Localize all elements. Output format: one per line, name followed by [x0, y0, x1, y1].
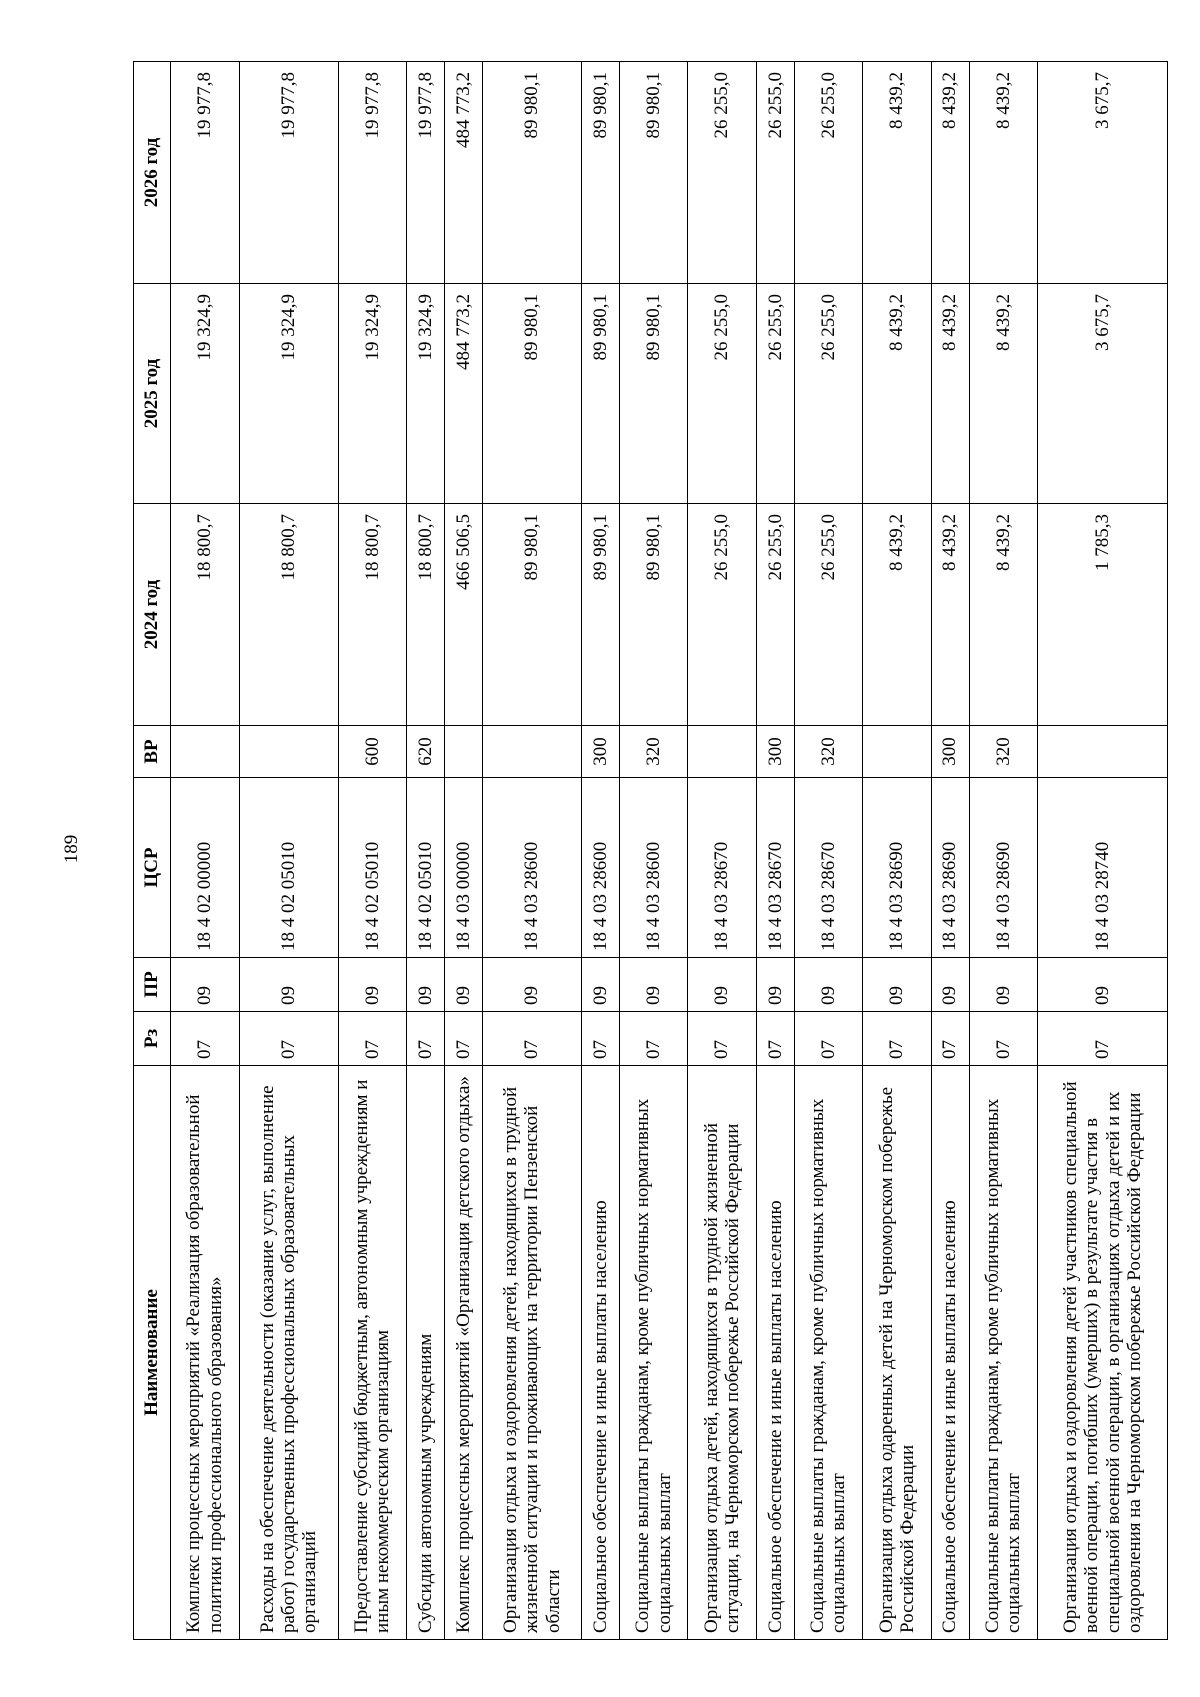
- cell-pr: 09: [582, 958, 620, 1012]
- cell-rz: 07: [619, 1012, 688, 1066]
- cell-name: Социальные выплаты гражданам, кроме публичных нормативных социальных выплат: [619, 1066, 688, 1640]
- cell-vr: [482, 726, 581, 778]
- cell-2026: 89 980,1: [582, 62, 620, 284]
- table-row: [582, 62, 620, 1640]
- table-row: [794, 62, 863, 1640]
- cell-rz: 07: [407, 1012, 445, 1066]
- cell-2024: 18 800,7: [171, 504, 240, 726]
- cell-csr: 18 4 02 05010: [407, 778, 445, 958]
- cell-csr: 18 4 02 00000: [171, 778, 240, 958]
- cell-2025: 484 773,2: [445, 284, 483, 504]
- cell-name: Организация отдыха одаренных детей на Черноморском побережье Российской Федерации: [863, 1066, 932, 1640]
- cell-2025: 8 439,2: [863, 284, 932, 504]
- table-row: [1038, 62, 1168, 1640]
- table-row: [931, 62, 969, 1640]
- cell-2026: 26 255,0: [794, 62, 863, 284]
- cell-2024: 8 439,2: [969, 504, 1038, 726]
- cell-pr: 09: [688, 958, 757, 1012]
- cell-rz: 07: [582, 1012, 620, 1066]
- cell-vr: [445, 726, 483, 778]
- cell-name: Расходы на обеспечение деятельности (оказание услуг, выполнение работ) государственных профессиональных образовательных организаций: [239, 1066, 338, 1640]
- cell-rz: 07: [338, 1012, 407, 1066]
- cell-vr: 320: [619, 726, 688, 778]
- cell-name: Социальное обеспечение и иные выплаты населению: [756, 1066, 794, 1640]
- cell-2026: 19 977,8: [407, 62, 445, 284]
- cell-rz: 07: [445, 1012, 483, 1066]
- cell-2026: 484 773,2: [445, 62, 483, 284]
- cell-2026: 8 439,2: [863, 62, 932, 284]
- cell-2026: 89 980,1: [619, 62, 688, 284]
- cell-csr: 18 4 03 28670: [756, 778, 794, 958]
- table-header: [134, 62, 171, 1640]
- header-pr: ПР: [134, 958, 171, 1012]
- cell-csr: 18 4 03 28600: [619, 778, 688, 958]
- cell-2024: 466 506,5: [445, 504, 483, 726]
- cell-pr: 09: [338, 958, 407, 1012]
- table-row: [688, 62, 757, 1640]
- cell-vr: 320: [969, 726, 1038, 778]
- cell-2024: 8 439,2: [863, 504, 932, 726]
- cell-2025: 26 255,0: [688, 284, 757, 504]
- cell-pr: 09: [482, 958, 581, 1012]
- cell-rz: 07: [239, 1012, 338, 1066]
- budget-table: [133, 61, 1168, 1640]
- cell-2024: 1 785,3: [1038, 504, 1168, 726]
- cell-2025: 19 324,9: [407, 284, 445, 504]
- cell-pr: 09: [171, 958, 240, 1012]
- cell-csr: 18 4 03 28690: [863, 778, 932, 958]
- header-2024: 2024 год: [134, 504, 171, 726]
- cell-vr: 300: [582, 726, 620, 778]
- cell-rz: 07: [482, 1012, 581, 1066]
- cell-pr: 09: [445, 958, 483, 1012]
- table-row: [407, 62, 445, 1640]
- cell-vr: [688, 726, 757, 778]
- cell-vr: 320: [794, 726, 863, 778]
- cell-pr: 09: [1038, 958, 1168, 1012]
- cell-vr: 600: [338, 726, 407, 778]
- cell-2024: 89 980,1: [582, 504, 620, 726]
- cell-2026: 8 439,2: [931, 62, 969, 284]
- cell-csr: 18 4 03 28600: [482, 778, 581, 958]
- cell-csr: 18 4 03 28670: [794, 778, 863, 958]
- table-row: [482, 62, 581, 1640]
- header-vr: ВР: [134, 726, 171, 778]
- cell-2025: 26 255,0: [756, 284, 794, 504]
- header-row: [134, 62, 171, 1640]
- cell-2026: 8 439,2: [969, 62, 1038, 284]
- cell-vr: 300: [931, 726, 969, 778]
- cell-csr: 18 4 03 28690: [931, 778, 969, 958]
- cell-name: Социальное обеспечение и иные выплаты населению: [931, 1066, 969, 1640]
- cell-rz: 07: [1038, 1012, 1168, 1066]
- table-row: [863, 62, 932, 1640]
- cell-2026: 3 675,7: [1038, 62, 1168, 284]
- cell-2024: 18 800,7: [407, 504, 445, 726]
- table-row: [171, 62, 240, 1640]
- cell-rz: 07: [688, 1012, 757, 1066]
- page-number: 189: [61, 834, 82, 864]
- cell-pr: 09: [863, 958, 932, 1012]
- cell-2025: 8 439,2: [969, 284, 1038, 504]
- budget-table-container: [133, 62, 1168, 1640]
- cell-name: Социальные выплаты гражданам, кроме публичных нормативных социальных выплат: [794, 1066, 863, 1640]
- table-row: [445, 62, 483, 1640]
- table-row: [239, 62, 338, 1640]
- cell-name: Комплекс процессных мероприятий «Организация детского отдыха»: [445, 1066, 483, 1640]
- cell-rz: 07: [931, 1012, 969, 1066]
- cell-2025: 89 980,1: [619, 284, 688, 504]
- cell-rz: 07: [171, 1012, 240, 1066]
- cell-2026: 19 977,8: [171, 62, 240, 284]
- cell-name: Организация отдыха и оздоровления детей, находящихся в трудной жизненной ситуации и проживающих на территории Пензенской области: [482, 1066, 581, 1640]
- cell-vr: [239, 726, 338, 778]
- cell-csr: 18 4 02 05010: [239, 778, 338, 958]
- cell-2024: 8 439,2: [931, 504, 969, 726]
- cell-2025: 19 324,9: [171, 284, 240, 504]
- cell-rz: 07: [794, 1012, 863, 1066]
- cell-pr: 09: [407, 958, 445, 1012]
- cell-2025: 19 324,9: [239, 284, 338, 504]
- cell-pr: 09: [969, 958, 1038, 1012]
- cell-name: Субсидии автономным учреждениям: [407, 1066, 445, 1640]
- cell-name: Организация отдыха детей, находящихся в трудной жизненной ситуации, на Черноморском побережье Российской Федерации: [688, 1066, 757, 1640]
- cell-csr: 18 4 03 28740: [1038, 778, 1168, 958]
- cell-2026: 26 255,0: [756, 62, 794, 284]
- cell-2024: 26 255,0: [794, 504, 863, 726]
- cell-vr: [171, 726, 240, 778]
- cell-2025: 89 980,1: [482, 284, 581, 504]
- cell-2026: 89 980,1: [482, 62, 581, 284]
- cell-name: Организация отдыха и оздоровления детей участников специальной военной операции, погибших (умерших) в результате участия в специальной военной операции, в организациях отдыха детей и их оздоровления на Черноморском побережье Российской Федерации: [1038, 1066, 1168, 1640]
- cell-2024: 18 800,7: [239, 504, 338, 726]
- cell-vr: [863, 726, 932, 778]
- header-2026: 2026 год: [134, 62, 171, 284]
- cell-vr: 620: [407, 726, 445, 778]
- cell-2025: 26 255,0: [794, 284, 863, 504]
- cell-csr: 18 4 03 00000: [445, 778, 483, 958]
- table-body: [171, 62, 1168, 1640]
- cell-2026: 19 977,8: [338, 62, 407, 284]
- cell-pr: 09: [756, 958, 794, 1012]
- table-row: [338, 62, 407, 1640]
- cell-2026: 26 255,0: [688, 62, 757, 284]
- cell-name: Социальное обеспечение и иные выплаты населению: [582, 1066, 620, 1640]
- cell-name: Социальные выплаты гражданам, кроме публичных нормативных социальных выплат: [969, 1066, 1038, 1640]
- cell-pr: 09: [239, 958, 338, 1012]
- cell-rz: 07: [756, 1012, 794, 1066]
- cell-2024: 26 255,0: [688, 504, 757, 726]
- cell-csr: 18 4 03 28690: [969, 778, 1038, 958]
- header-rz: Рз: [134, 1012, 171, 1066]
- cell-rz: 07: [863, 1012, 932, 1066]
- cell-csr: 18 4 03 28600: [582, 778, 620, 958]
- header-2025: 2025 год: [134, 284, 171, 504]
- cell-vr: [1038, 726, 1168, 778]
- cell-2026: 19 977,8: [239, 62, 338, 284]
- table-row: [619, 62, 688, 1640]
- cell-pr: 09: [931, 958, 969, 1012]
- cell-name: Комплекс процессных мероприятий «Реализация образовательной политики профессионального образования»: [171, 1066, 240, 1640]
- cell-2025: 8 439,2: [931, 284, 969, 504]
- header-csr: ЦСР: [134, 778, 171, 958]
- cell-pr: 09: [794, 958, 863, 1012]
- cell-2024: 18 800,7: [338, 504, 407, 726]
- cell-2024: 26 255,0: [756, 504, 794, 726]
- cell-2025: 19 324,9: [338, 284, 407, 504]
- cell-vr: 300: [756, 726, 794, 778]
- cell-rz: 07: [969, 1012, 1038, 1066]
- cell-pr: 09: [619, 958, 688, 1012]
- cell-2025: 3 675,7: [1038, 284, 1168, 504]
- cell-csr: 18 4 02 05010: [338, 778, 407, 958]
- cell-csr: 18 4 03 28670: [688, 778, 757, 958]
- cell-name: Предоставление субсидий бюджетным, автономным учреждениям и иным некоммерческим организациям: [338, 1066, 407, 1640]
- table-row: [756, 62, 794, 1640]
- cell-2024: 89 980,1: [482, 504, 581, 726]
- table-row: [969, 62, 1038, 1640]
- cell-2025: 89 980,1: [582, 284, 620, 504]
- header-name: Наименование: [134, 1066, 171, 1640]
- cell-2024: 89 980,1: [619, 504, 688, 726]
